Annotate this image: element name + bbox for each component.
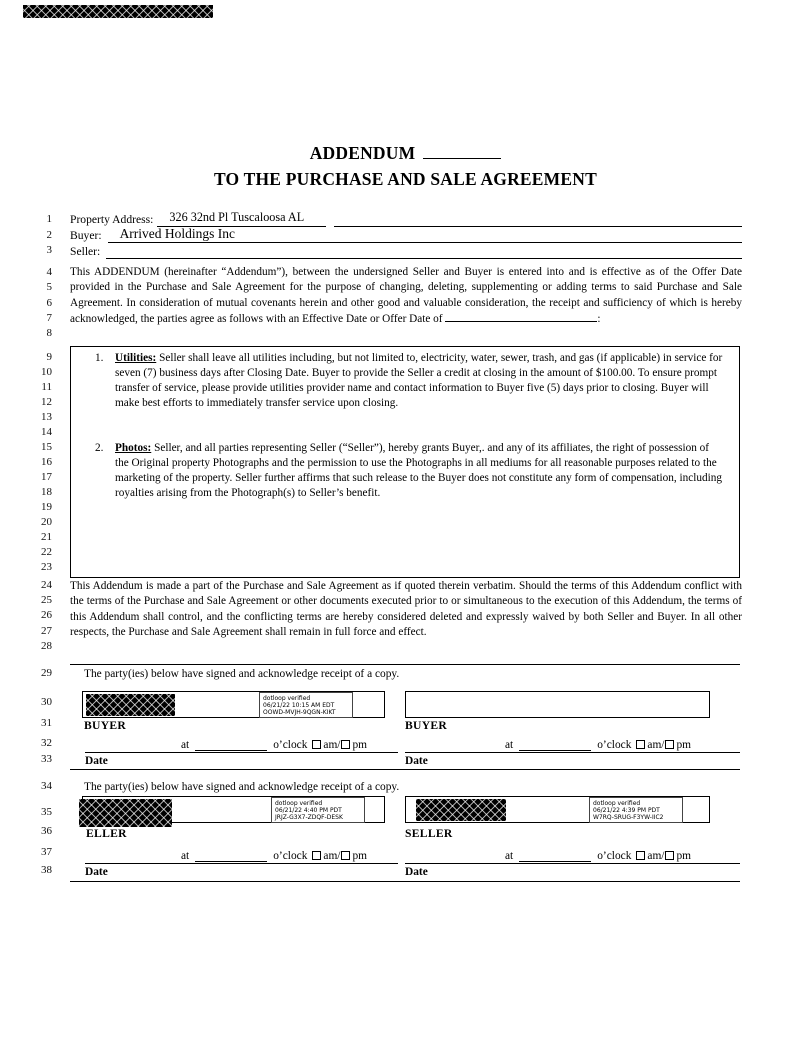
line-number: 3 [46,244,52,256]
line-number: 38 [41,864,52,876]
title-line-2: TO THE PURCHASE AND SALE AGREEMENT [214,169,597,189]
am-checkbox[interactable] [636,851,645,860]
date-line[interactable] [85,752,398,753]
item-utilities [95,351,727,411]
acknowledgement-text: The party(ies) below have signed and acknowledge receipt of a copy. [84,668,400,680]
pm-checkbox[interactable] [341,740,350,749]
stamp-datetime: 06/21/22 4:40 PM PDT [275,807,342,815]
line-number: 27 [41,625,52,637]
line-number: 37 [41,846,52,858]
buyer-row [70,227,742,243]
redacted-header-bar [23,5,213,18]
date-line[interactable] [85,863,398,864]
am-label: am/ [323,739,341,751]
at-label: at [505,850,514,862]
am-checkbox[interactable] [312,740,321,749]
seller-value-line[interactable] [106,242,742,259]
section-divider [70,664,740,665]
date-line[interactable] [405,752,740,753]
acknowledgement-text: The party(ies) below have signed and acknowledge receipt of a copy. [84,781,400,793]
seller-datetime-row-left [85,848,397,862]
item-utilities-text: Seller shall leave all utilities including, but not limited to, electricity, water, sewer, trash, and gas (if applicable) in service for seven (7) business days after Closing Date. Buyer to provide the Seller a credit at closing in the amount of $100.00. To ensure prompt transfer of service, please provide utilities provider name and contact information to Buyer five (5) days prior to closing. Buyer will make best efforts to immediately transfer service upon closing. [115,352,723,409]
line-number: 9 [46,351,52,363]
redacted-signature [86,694,175,716]
intro-colon: : [597,313,601,326]
time-blank[interactable] [519,850,591,862]
oclock-label: o’clock [597,739,632,751]
title-addendum: ADDENDUM [309,143,416,163]
pm-checkbox[interactable] [341,851,350,860]
line-number: 5 [46,281,52,293]
line-number: 19 [41,501,52,513]
line-number: 14 [41,426,52,438]
line-number: 10 [41,366,52,378]
seller-row [70,243,742,259]
at-label: at [505,739,514,751]
dotloop-stamp [259,692,353,718]
buyer-datetime-row-left [85,737,397,751]
line-number: 29 [41,667,52,679]
line-number: 11 [41,381,52,393]
pm-checkbox[interactable] [665,851,674,860]
item-photos [95,441,727,501]
property-address-row [70,211,742,227]
line-number: 24 [41,579,52,591]
section-divider [70,769,740,770]
stamp-code: JRJZ-G3X7-ZDQF-DESK [275,814,343,822]
line-number: 4 [46,266,52,278]
offer-date-blank[interactable] [445,311,597,322]
buyer-signature-box-left[interactable] [82,691,385,718]
intro-paragraph [70,265,742,328]
section-divider [70,881,740,882]
item-body [115,351,727,411]
oclock-label: o’clock [273,739,308,751]
item-utilities-label: Utilities: [115,352,157,364]
title-line-1 [0,143,811,164]
pm-label: pm [352,739,368,751]
line-number: 26 [41,609,52,621]
line-number: 35 [41,806,52,818]
time-blank[interactable] [195,850,267,862]
am-checkbox[interactable] [636,740,645,749]
item-photos-label: Photos: [115,442,152,454]
addendum-terms-box [70,346,740,578]
line-number: 25 [41,594,52,606]
seller-role-label-right: SELLER [405,827,453,840]
seller-label: Seller: [70,245,101,258]
line-number: 32 [41,737,52,749]
line-number: 21 [41,531,52,543]
pm-label: pm [676,739,692,751]
buyer-role-label-right: BUYER [405,719,448,732]
line-number: 15 [41,441,52,453]
stamp-verified: dotloop verified [275,800,323,807]
property-address-label: Property Address: [70,213,154,226]
item-photos-text: Seller, and all parties representing Seller (“Seller”), hereby grants Buyer,. and any of its affiliates, the right of possession of the Original property Photographs and the permission to use the Photographs in all mediums for all reasonable purposes related to the marketing of the property. Seller further affirms that such release to the Buyer does not constitute any form of compensation, including royalties arising from the Photograph(s) to Seller’s benefit. [115,442,723,499]
line-number: 8 [46,327,52,339]
item-number: 2. [95,442,104,454]
line-number: 12 [41,396,52,408]
stamp-code: W7RQ-SRUG-F3YW-IIC2 [593,814,664,822]
line-number: 16 [41,456,52,468]
date-label-left: Date [85,866,108,878]
line-number: 30 [41,696,52,708]
property-address-value[interactable]: 326 32nd Pl Tuscaloosa AL [157,210,326,227]
line-number: 20 [41,516,52,528]
stamp-datetime: 06/21/22 4:39 PM PDT [593,807,660,815]
line-number: 1 [46,213,52,225]
buyer-datetime-row-right [405,737,740,751]
stamp-verified: dotloop verified [593,800,641,807]
time-blank[interactable] [195,739,267,751]
dotloop-stamp [271,797,365,823]
date-label-right: Date [405,755,428,767]
line-number: 36 [41,825,52,837]
stamp-datetime: 06/21/22 10:15 AM EDT [263,702,335,710]
seller-signature-box-right[interactable] [405,796,710,823]
line-number: 18 [41,486,52,498]
line-number: 28 [41,640,52,652]
addendum-number-blank [423,145,501,159]
line-number: 17 [41,471,52,483]
pm-checkbox[interactable] [665,740,674,749]
line-number: 31 [41,717,52,729]
time-blank[interactable] [519,739,591,751]
closing-paragraph: This Addendum is made a part of the Purchase and Sale Agreement as if quoted therein verbatim. Should the terms of this Addendum conflict with the terms of the Purchase and Sale Agreement or other documents executed prior to or simultaneous to the execution of this Addendum, the terms of this Addendum shall control, and the conflicting terms are hereby considered deleted and expressly waived by both Seller and Buyer. In all other respects, the Purchase and Sale Agreement shall remain in full force and effect. [70,580,742,638]
buyer-role-label-left: BUYER [84,719,127,732]
line-number: 2 [46,229,52,241]
seller-role-label-left: ELLER [86,827,127,840]
redacted-signature [79,799,172,827]
am-label: am/ [647,739,665,751]
item-body [115,441,727,501]
dotloop-stamp [589,797,683,823]
document-title [0,143,811,190]
line-number: 33 [41,753,52,765]
oclock-label: o’clock [273,850,308,862]
item-number: 1. [95,352,104,364]
buyer-value-line[interactable] [108,226,742,243]
intro-text: This ADDENDUM (hereinafter “Addendum”), between the undersigned Seller and Buyer is entered into and is effective as of the Offer Date provided in the Purchase and Sale Agreement for the purpose of changing, deleting, supplementing or adding terms to said Purchase and Sale Agreement. In consideration of mutual covenants herein and other good and valuable consideration, the receipt and sufficiency of which is hereby acknowledged, the parties agree as follows with an Effective Date or Offer Date of [70,266,742,326]
line-number: 6 [46,297,52,309]
pm-label: pm [676,850,692,862]
am-label: am/ [647,850,665,862]
date-label-left: Date [85,755,108,767]
at-label: at [181,850,190,862]
line-number: 22 [41,546,52,558]
am-checkbox[interactable] [312,851,321,860]
buyer-signature-box-right[interactable] [405,691,710,718]
pm-label: pm [352,850,368,862]
am-label: am/ [323,850,341,862]
seller-datetime-row-right [405,848,740,862]
stamp-code: OOWD-MVJH-9QGN-KIKT [263,709,336,717]
at-label: at [181,739,190,751]
redacted-signature [416,799,506,821]
date-line[interactable] [405,863,740,864]
oclock-label: o’clock [597,850,632,862]
stamp-verified: dotloop verified [263,695,311,702]
line-number: 13 [41,411,52,423]
date-label-right: Date [405,866,428,878]
buyer-value: Arrived Holdings Inc [119,226,236,241]
line-number: 34 [41,780,52,792]
line-number: 23 [41,561,52,573]
line-number: 7 [46,312,52,324]
buyer-label: Buyer: [70,229,102,242]
